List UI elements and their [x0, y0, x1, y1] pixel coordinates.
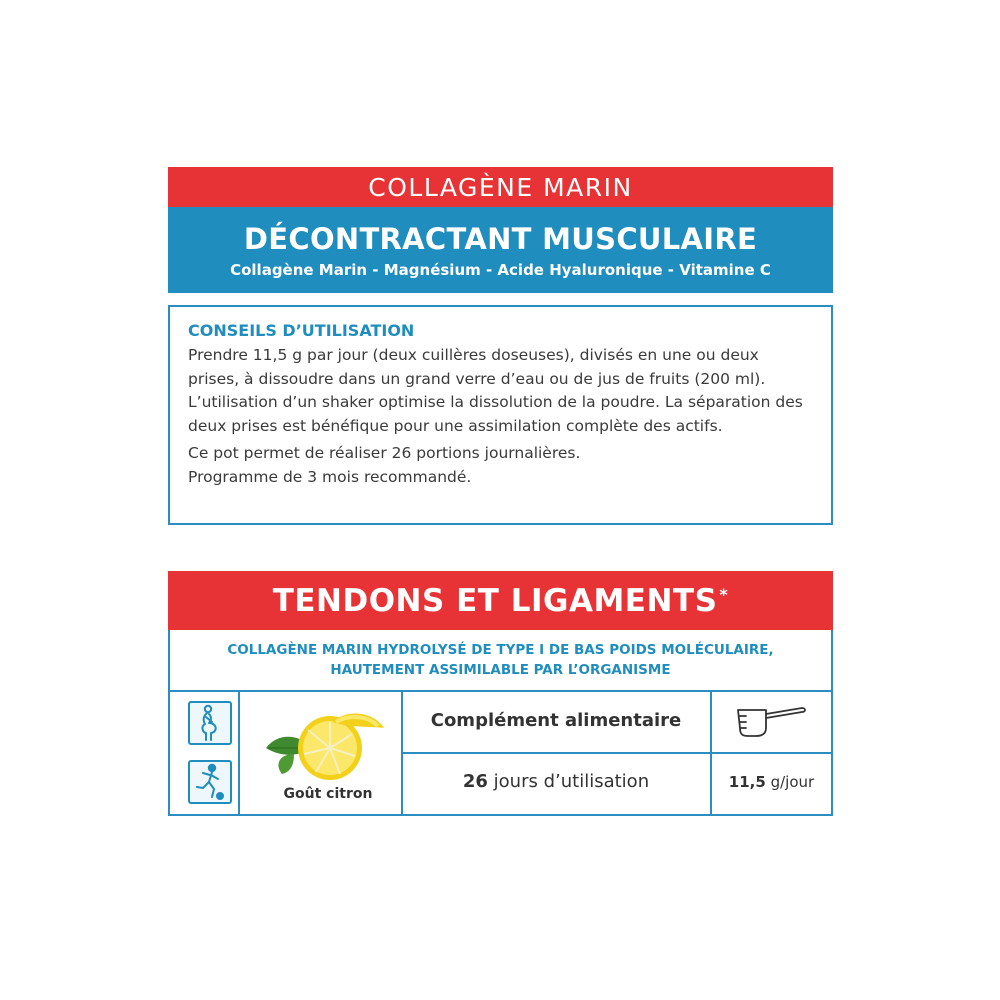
pregnant-woman-icon	[188, 701, 232, 745]
product-header-card	[168, 167, 833, 525]
benefit-banner	[168, 571, 833, 630]
grid-divider	[238, 692, 240, 814]
product-title: DÉCONTRACTANT MUSCULAIRE	[243, 222, 758, 256]
product-banner	[168, 207, 833, 293]
lemon-slices-icon	[260, 704, 390, 784]
program-line: Programme de 3 mois recommandé.	[188, 467, 472, 486]
grid-divider	[402, 752, 831, 754]
description-line-1: COLLAGÈNE MARIN HYDROLYSÉ DE TYPE I DE BAS POIDS MOLÉCULAIRE,	[227, 642, 774, 658]
days-label: jours d’utilisation	[493, 771, 650, 792]
info-grid	[170, 692, 831, 814]
flavor-label: Goût citron	[283, 786, 373, 802]
usage-days	[402, 771, 710, 792]
usage-advice-heading: CONSEILS D’UTILISATION	[188, 321, 415, 340]
asterisk-mark: *	[719, 585, 729, 604]
usage-advice-box	[168, 305, 833, 525]
benefits-card	[168, 571, 833, 816]
brand-banner	[168, 167, 833, 207]
supplement-label: Complément alimentaire	[430, 710, 682, 731]
ingredients-line: Collagène Marin - Magnésium - Acide Hyaluronique - Vitamine C	[230, 261, 771, 279]
dose-value: 11,5	[728, 773, 766, 791]
soccer-player-icon	[188, 760, 232, 804]
dose-label: g/jour	[770, 773, 815, 791]
usage-advice-text: Prendre 11,5 g par jour (deux cuillères doseuses), divisés en une ou deux prises, à dissoudre dans un grand verre d’eau ou de jus de fruits (200 ml). L’utilisation d’un shaker optimise la dissolution de la poudre. La séparation des deux prises est bénéfique pour une assimilation complète des actifs.	[188, 346, 803, 435]
brand-title: COLLAGÈNE MARIN	[368, 172, 633, 202]
description-line-2: HAUTEMENT ASSIMILABLE PAR L’ORGANISME	[330, 662, 671, 678]
benefit-title: TENDONS ET LIGAMENTS	[272, 582, 718, 619]
product-info-box	[168, 630, 833, 816]
portions-line: Ce pot permet de réaliser 26 portions journalières.	[188, 444, 581, 463]
days-value: 26	[462, 771, 488, 792]
measuring-scoop-icon	[736, 704, 808, 738]
daily-dose	[712, 773, 831, 791]
portions-text	[188, 442, 813, 489]
collagen-description	[170, 630, 831, 692]
